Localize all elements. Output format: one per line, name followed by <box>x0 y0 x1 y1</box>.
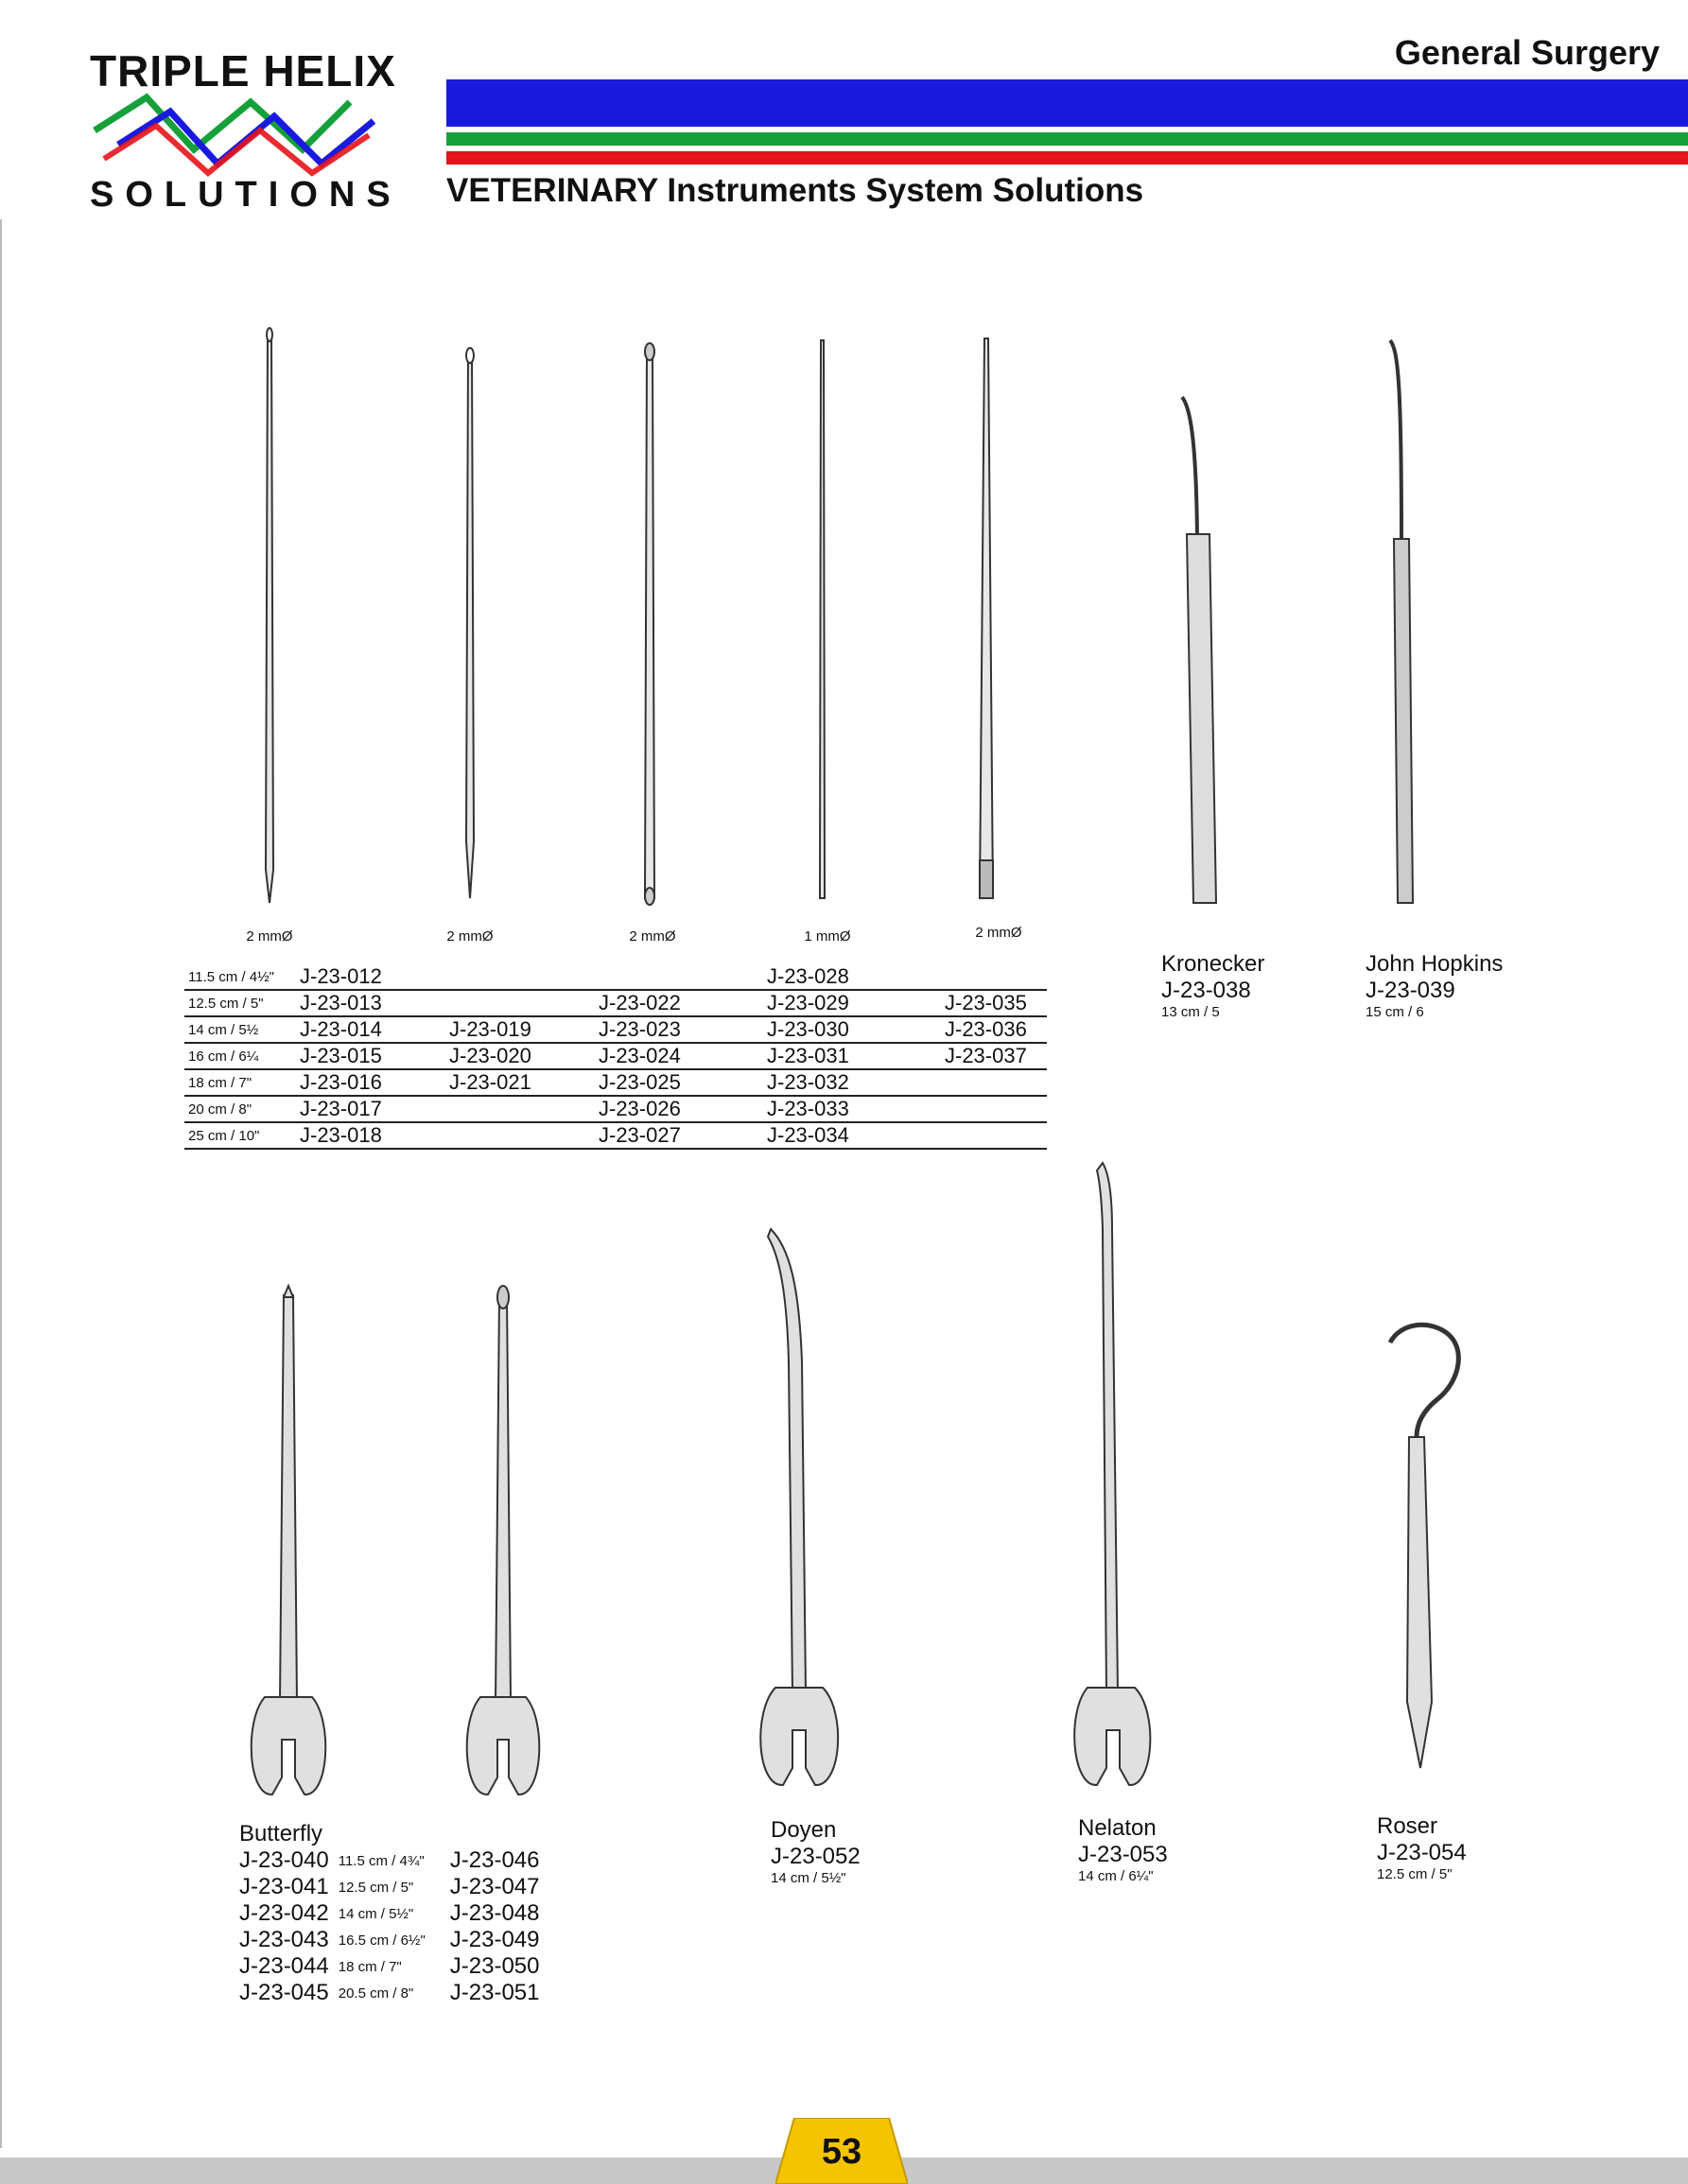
size-cell: 25 cm / 10" <box>184 1122 296 1149</box>
probe-5-image <box>980 338 993 898</box>
size-cell: 14 cm / 5½ <box>184 1016 296 1043</box>
size-cell: 12.5 cm / 5" <box>338 1879 414 1896</box>
code-cell: J-23-050 <box>449 1953 540 1979</box>
code-cell <box>445 990 595 1016</box>
size-cell: 11.5 cm / 4¾" <box>338 1852 425 1869</box>
table-row <box>184 1122 1047 1149</box>
code-cell <box>445 964 595 990</box>
logo-title: TRIPLE HELIX <box>90 46 396 95</box>
code-cell: J-23-024 <box>595 1043 763 1069</box>
probe-4-image <box>820 340 825 898</box>
code-table <box>184 964 1047 1150</box>
instrument-size: 12.5 cm / 5" <box>1377 1866 1453 1882</box>
code-cell: J-23-033 <box>763 1096 941 1122</box>
code-cell: J-23-042 <box>239 1900 329 1926</box>
instrument-code: J-23-053 <box>1078 1842 1168 1867</box>
code-cell: J-23-013 <box>296 990 445 1016</box>
probe-3-image <box>645 350 654 898</box>
instrument-code: J-23-038 <box>1161 978 1251 1003</box>
table-row <box>239 1874 549 1900</box>
code-cell: J-23-040 <box>239 1847 329 1873</box>
table-row <box>239 1927 549 1953</box>
probe-1-image <box>266 331 273 903</box>
size-cell: 11.5 cm / 4½" <box>184 964 296 990</box>
code-cell: J-23-049 <box>449 1927 540 1952</box>
table-row <box>184 990 1047 1016</box>
code-cell: J-23-045 <box>239 1980 329 2005</box>
size-cell: 16.5 cm / 6½" <box>338 1932 426 1949</box>
directors-illustration <box>0 1153 1688 1815</box>
code-cell: J-23-030 <box>763 1016 941 1043</box>
instrument-name: Kronecker <box>1161 951 1265 977</box>
green-band <box>446 132 1688 146</box>
instrument-size: 14 cm / 5½" <box>771 1870 846 1886</box>
code-cell: J-23-016 <box>296 1069 445 1096</box>
code-cell: J-23-029 <box>763 990 941 1016</box>
code-cell: J-23-028 <box>763 964 941 990</box>
code-cell: J-23-047 <box>449 1874 540 1899</box>
code-cell <box>595 964 763 990</box>
instrument-size: 15 cm / 6 <box>1366 1004 1424 1020</box>
code-cell: J-23-019 <box>445 1016 595 1043</box>
logo-helix-graphic <box>90 93 383 178</box>
code-cell <box>941 1122 1047 1149</box>
butterfly-name: Butterfly <box>239 1821 323 1846</box>
code-cell: J-23-026 <box>595 1096 763 1122</box>
code-cell: J-23-048 <box>449 1900 540 1926</box>
code-cell: J-23-051 <box>449 1980 540 2005</box>
diameter-label-5: 2 mmØ <box>975 925 1022 941</box>
instrument-name: Nelaton <box>1078 1815 1157 1841</box>
size-cell: 18 cm / 7" <box>184 1069 296 1096</box>
code-cell <box>941 1069 1047 1096</box>
size-cell: 14 cm / 5½" <box>338 1905 414 1922</box>
probes-illustration <box>0 312 1688 927</box>
instrument-size: 14 cm / 6¼" <box>1078 1868 1154 1884</box>
table-row <box>239 1847 549 1874</box>
code-cell: J-23-035 <box>941 990 1047 1016</box>
probe-2-image <box>466 352 474 898</box>
page-number: 53 <box>821 2132 862 2172</box>
john-hopkins-image <box>1390 340 1401 539</box>
nelaton-image <box>1074 1163 1150 1785</box>
code-cell <box>445 1096 595 1122</box>
table-row <box>184 1016 1047 1043</box>
diameter-label-3: 2 mmØ <box>629 928 676 945</box>
roser-label <box>1377 1813 1467 1882</box>
butterfly-table <box>239 1847 549 2006</box>
code-cell: J-23-037 <box>941 1043 1047 1069</box>
table-row <box>184 1043 1047 1069</box>
size-cell: 18 cm / 7" <box>338 1958 402 1975</box>
instrument-name: Doyen <box>771 1817 837 1843</box>
code-cell <box>941 964 1047 990</box>
size-cell: 20.5 cm / 8" <box>338 1985 414 2002</box>
roser-image <box>1390 1325 1458 1768</box>
doyen-label <box>771 1817 861 1886</box>
tagline: VETERINARY Instruments System Solutions <box>446 172 1144 209</box>
kronecker-label <box>1161 951 1264 1020</box>
table-row <box>184 964 1047 990</box>
code-cell: J-23-036 <box>941 1016 1047 1043</box>
code-cell: J-23-027 <box>595 1122 763 1149</box>
code-cell: J-23-044 <box>239 1953 329 1979</box>
code-cell: J-23-031 <box>763 1043 941 1069</box>
blue-band <box>446 79 1688 127</box>
code-cell <box>941 1096 1047 1122</box>
john-hopkins-label <box>1366 951 1503 1020</box>
size-cell: 20 cm / 8" <box>184 1096 296 1122</box>
code-cell: J-23-021 <box>445 1069 595 1096</box>
diameter-label-2: 2 mmØ <box>446 928 494 945</box>
code-cell: J-23-034 <box>763 1122 941 1149</box>
code-cell: J-23-020 <box>445 1043 595 1069</box>
code-cell: J-23-015 <box>296 1043 445 1069</box>
table-row <box>239 1953 549 1980</box>
table-row <box>239 1900 549 1927</box>
code-cell: J-23-014 <box>296 1016 445 1043</box>
red-band <box>446 151 1688 165</box>
code-cell <box>445 1122 595 1149</box>
table-row <box>184 1096 1047 1122</box>
instrument-code: J-23-054 <box>1377 1840 1467 1865</box>
code-cell: J-23-012 <box>296 964 445 990</box>
section-title: General Surgery <box>1394 33 1660 72</box>
logo-subtitle: SOLUTIONS <box>90 175 402 215</box>
code-cell: J-23-022 <box>595 990 763 1016</box>
size-cell: 12.5 cm / 5" <box>184 990 296 1016</box>
table-row <box>239 1980 549 2006</box>
table-row <box>184 1069 1047 1096</box>
code-cell: J-23-018 <box>296 1122 445 1149</box>
butterfly-image <box>252 1286 326 1794</box>
doyen-image <box>760 1229 838 1785</box>
code-cell: J-23-043 <box>239 1927 329 1952</box>
instrument-code: J-23-052 <box>771 1844 861 1869</box>
code-cell: J-23-025 <box>595 1069 763 1096</box>
code-cell: J-23-023 <box>595 1016 763 1043</box>
code-cell: J-23-046 <box>449 1847 540 1873</box>
butterfly-director-image <box>467 1286 540 1794</box>
size-cell: 16 cm / 6¼ <box>184 1043 296 1069</box>
diameter-label-4: 1 mmØ <box>804 928 851 945</box>
instrument-name: Roser <box>1377 1813 1438 1839</box>
instrument-size: 13 cm / 5 <box>1161 1004 1220 1020</box>
instrument-code: J-23-039 <box>1366 978 1455 1003</box>
code-cell: J-23-017 <box>296 1096 445 1122</box>
instrument-name: John Hopkins <box>1366 951 1504 977</box>
nelaton-label <box>1078 1815 1168 1884</box>
code-cell: J-23-041 <box>239 1874 329 1899</box>
kronecker-image <box>1182 397 1197 539</box>
diameter-label-1: 2 mmØ <box>246 928 293 945</box>
code-cell: J-23-032 <box>763 1069 941 1096</box>
